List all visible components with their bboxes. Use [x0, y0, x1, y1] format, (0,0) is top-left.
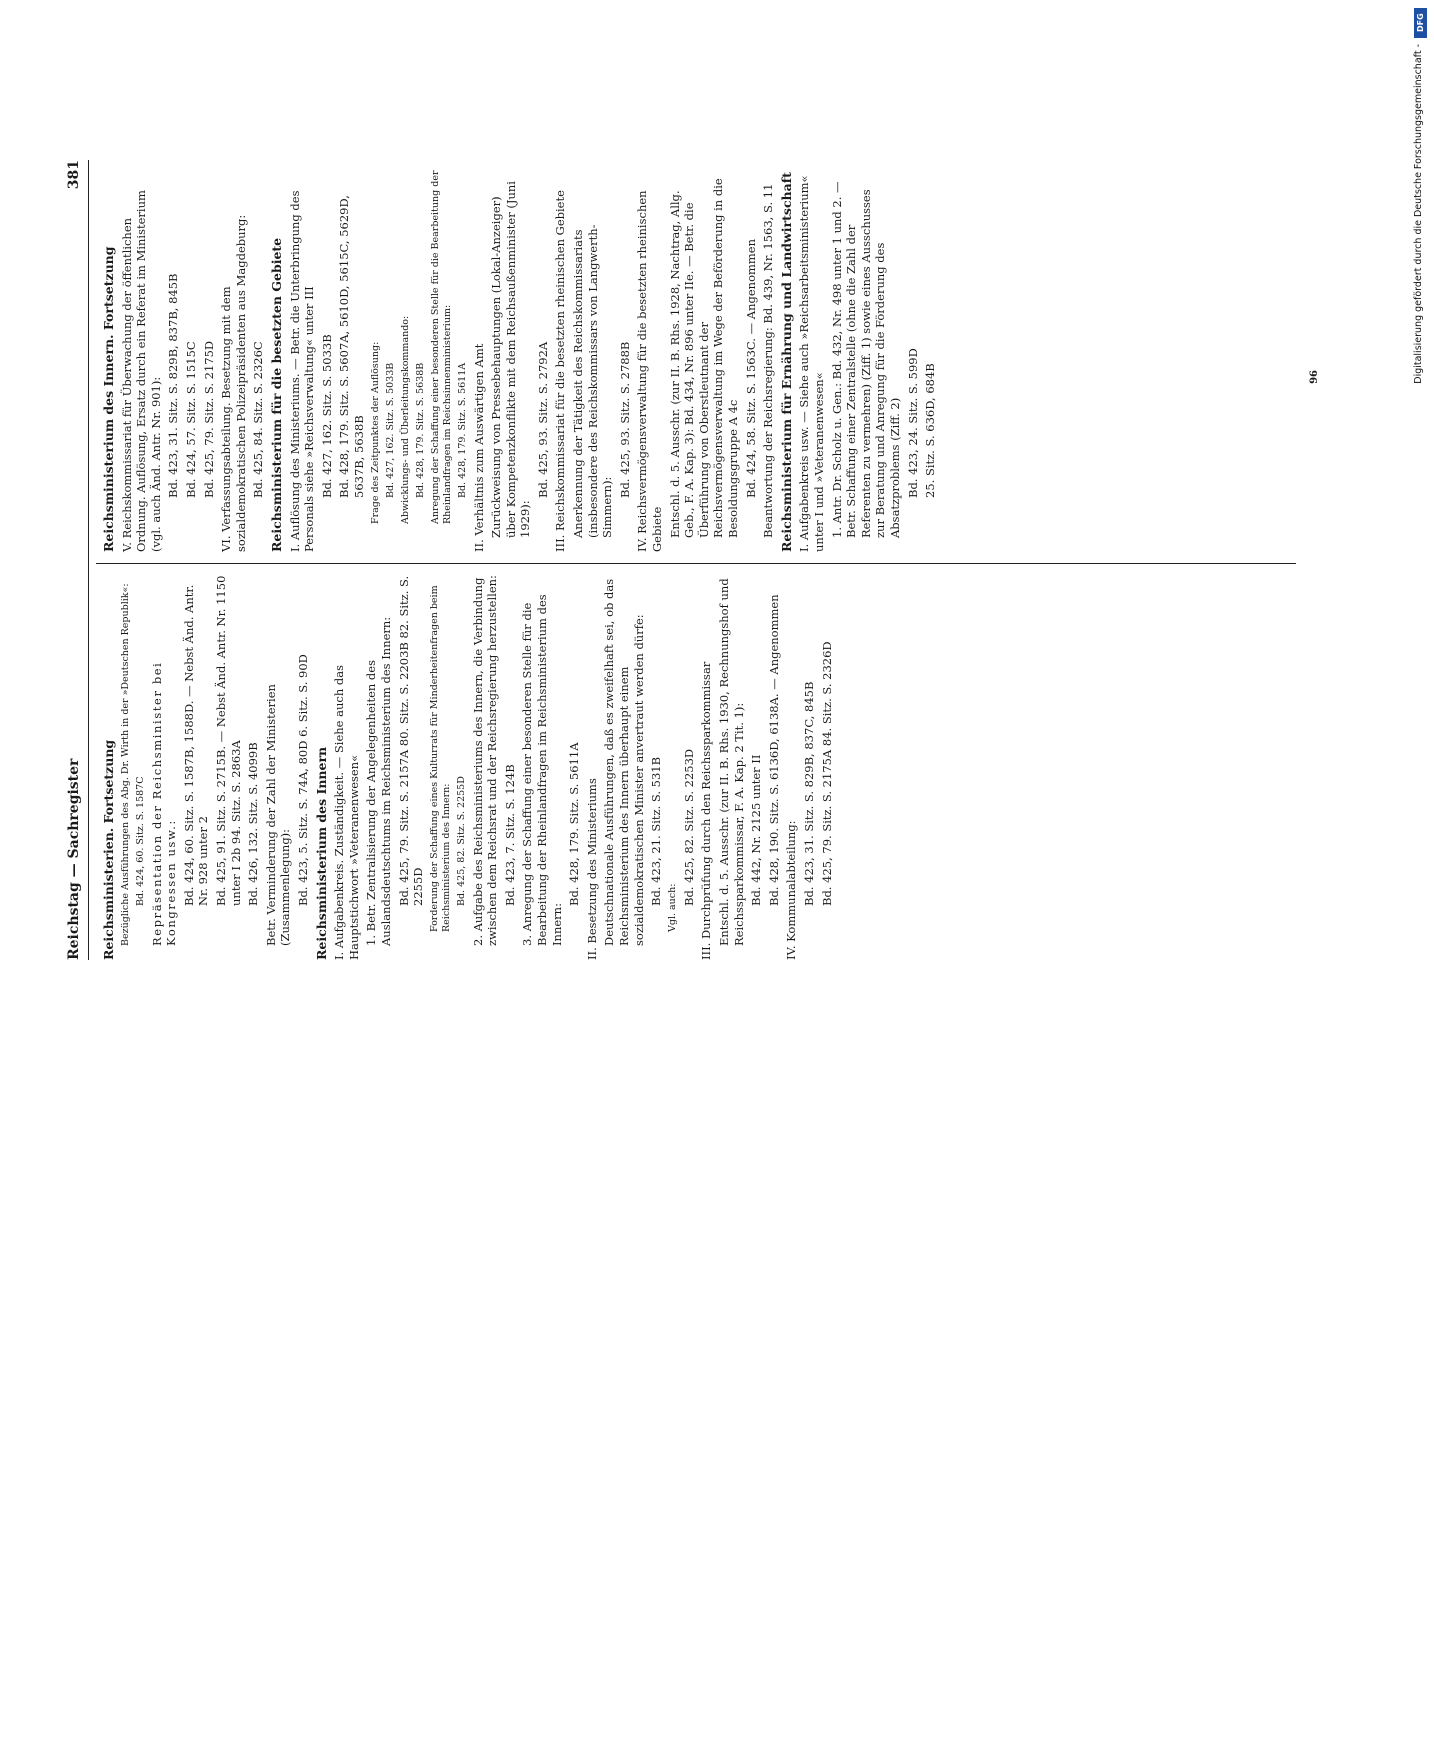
index-entry: 3. Anregung der Schaffung einer besonderen Stelle für die Bearbeitung der Rheinlandfragen im Reichsministerium des Innern: — [520, 594, 564, 946]
sheet-number: 96 — [1309, 370, 1320, 384]
index-entry: Bd. 423, 31. Sitz. S. 829B, 837B, 845B — [166, 273, 181, 498]
index-entry: II. Besetzung des Ministeriums — [584, 778, 599, 960]
index-entry: Bd. 425, 79. Sitz. S. 2175D — [201, 340, 216, 498]
index-entry: II. Verhältnis zum Auswärtigen Amt — [471, 343, 486, 552]
index-entry: V. Reichskommissariat für Überwachung der öffentlichen Ordnung. Auflösung, Ersatz durch ein Referat im Ministerium (vgl. auch Änd. Antr. Nr. 901): — [119, 190, 163, 552]
scanned-page — [60, 160, 1320, 1760]
index-entry: Forderung der Schaffung eines Kulturrats für Minderheitenfragen beim Reichsministerium des Innern: — [428, 585, 452, 932]
index-entry: Bd. 425, 93. Sitz. S. 2792A — [535, 341, 550, 498]
index-entry: III. Durchprüfung durch den Reichssparkommissar — [699, 661, 714, 960]
index-entry: Bd. 428, 179. Sitz. S. 5638B — [414, 362, 426, 498]
index-entry: Anregung der Schaffung einer besonderen Stelle für die Bearbeitung der Rheinlandfragen im Reichsinnenministerium: — [429, 170, 453, 524]
index-entry: Bd. 423, 24. Sitz. S. 599D — [905, 348, 920, 498]
right-column — [98, 167, 941, 552]
index-entry: III. Reichskommissariat für die besetzten rheinischen Gebiete — [553, 190, 568, 552]
index-entry: Anerkennung der Tätigkeit des Reichskommissariats (insbesondere des Reichskommissars von Langwerth-Simmern): — [571, 224, 615, 538]
index-entry: Bd. 425, 91. Sitz. S. 2715B. — Nebst Änd. Antr. Nr. 1150 unter I 2b 94. Sitz. S. 2863A — [213, 575, 243, 906]
index-entry: Bd. 425, 82. Sitz. S. 2255D — [455, 776, 467, 906]
running-head-title: Reichstag — Sachregister — [66, 758, 82, 960]
index-entry: 2. Aufgabe des Reichsministeriums des Innern, die Verbindung zwischen dem Reichsrat und der Reichsregierung herzustellen: — [470, 575, 500, 946]
index-entry: 1. Betr. Zentralisierung der Angelegenheiten des Auslandsdeutschtums im Reichsministerium des Innern: — [364, 616, 393, 946]
digitization-credit — [1410, 8, 1432, 988]
dfg-logo: DFG — [1414, 8, 1427, 38]
index-entry: 25. Sitz. S. 636D, 684B — [923, 363, 938, 498]
index-entry: IV. Reichsvermögensverwaltung für die besetzten rheinischen Gebiete — [635, 190, 665, 552]
running-header — [60, 160, 88, 960]
index-entry: Bd. 424, 60. Sitz. S. 1587B, 1588D. — Nebst Änd. Antr. Nr. 928 unter 2 — [181, 584, 211, 906]
index-entry: I. Aufgabenkreis usw. — Siehe auch »Reichsarbeitsministerium« unter I und »Veteranenwesen« — [797, 175, 826, 552]
section-heading: Reichsministerium für die besetzten Gebiete — [268, 237, 284, 552]
index-entry: Bd. 423, 21. Sitz. S. 531B — [649, 756, 664, 906]
rotated-page — [60, 160, 1320, 960]
index-entry: Entschl. d. 5. Ausschr. (zur II. B. Rhs. 1928, Nachtrag, Allg. Geb., F. A. Kap. 3): Bd. 434, Nr. 896 unter IIe. — Betr. die Überführung von Oberstleutnant der Reichsvermögensverwaltung im Wege der Beförderung in die Besoldungsgruppe A 4c — [667, 178, 740, 538]
index-entry: Bd. 427, 162. Sitz. S. 5033B — [319, 334, 334, 498]
column-divider — [96, 563, 1296, 564]
index-entry: Deutschnationale Ausführungen, daß es zweifelhaft sei, ob das Reichsministerium des Innern überhaupt einem sozialdemokratischen Minister anvertraut werden dürfe: — [602, 578, 646, 946]
index-entry: Bd. 428, 179. Sitz. S. 5611A — [567, 742, 582, 906]
index-entry: Bd. 427, 162. Sitz. S. 5033B — [384, 362, 396, 498]
index-entry: VI. Verfassungsabteilung. Besetzung mit dem sozialdemokratischen Polizeipräsidenten aus Magdeburg: — [219, 214, 248, 552]
index-entry: Bd. 425, 79. Sitz. S. 2157A 80. Sitz. S. 2203B 82. Sitz. S. 2255D — [396, 575, 426, 906]
index-entry: Bd. 428, 179. Sitz. S. 5607A, 5610D, 5615C, 5629D, 5637B, 5638B — [337, 195, 366, 498]
index-entry: Bd. 426, 132. Sitz. S. 4099B — [246, 742, 261, 906]
index-entry: Bd. 423, 5. Sitz. S. 74A, 80D 6. Sitz. S. 90D — [295, 654, 310, 906]
index-entry: Bd. 428, 190. Sitz. S. 6136D, 6138A. — Angenommen — [766, 594, 781, 906]
index-entry: Bd. 423, 31. Sitz. S. 829B, 837C, 845B — [801, 681, 816, 906]
index-entry: 1. Antr. Dr. Scholz u. Gen.: Bd. 432, Nr. 498 unter 1 und 2. — Betr. Schaffung einer Zentralstelle (ohne die Zahl der Referenten zu vermehren) (Ziff. 1) sowie eines Ausschusses zur Beratung und Anregung für die Förderung des Absatzproblems (Ziff. 2) — [829, 181, 902, 538]
index-entry: Bd. 423, 7. Sitz. S. 124B — [502, 764, 517, 906]
index-entry: Frage des Zeitpunktes der Auflösung: — [369, 341, 381, 524]
left-column — [98, 575, 837, 960]
index-entry: Bd. 425, 82. Sitz. S. 2253D — [681, 748, 696, 906]
index-entry: Abwicklungs- und Überleitungskommando: — [399, 315, 411, 524]
index-entry: Bd. 442, Nr. 2125 unter II — [749, 754, 764, 906]
index-entry: Entschl. d. 5. Ausschr. (zur II. B. Rhs. 1930, Rechnungshof und Reichssparkommissar, F. A. Kap. 2 Tit. 1): — [717, 578, 746, 946]
index-entry: I. Aufgabenkreis. Zuständigkeit. — Siehe auch das Hauptstichwort »Veteranenwesen« — [332, 664, 361, 960]
index-entry: Bd. 424, 57. Sitz. S. 1515C — [183, 341, 198, 498]
index-entry: Bd. 425, 93. Sitz. S. 2788B — [617, 341, 632, 498]
index-entry: IV. Kommunalabteilung: — [784, 820, 799, 960]
section-heading: Reichsministerium des Innern — [313, 746, 329, 960]
index-entry: Bd. 428, 179. Sitz. S. 5611A — [456, 362, 468, 498]
index-entry: I. Auflösung des Ministeriums. — Betr. die Unterbringung des Personals siehe »Reichsverwaltung« unter III — [287, 190, 317, 552]
section-heading: Reichsministerien. Fortsetzung — [101, 739, 116, 960]
index-entry: Bd. 425, 79. Sitz. S. 2175A 84. Sitz. S. 2326D — [819, 641, 834, 906]
index-entry: Betr. Verminderung der Zahl der Ministerien (Zusammenlegung): — [263, 684, 293, 946]
credit-text: Digitalisierung gefördert durch die Deutsche Forschungsgemeinschaft - — [1413, 44, 1424, 384]
page-number: 381 — [66, 160, 82, 190]
header-rule — [88, 160, 89, 960]
index-entry: Bd. 424, 60. Sitz. S. 1587C — [134, 776, 146, 906]
index-entry: Vgl. auch: — [666, 883, 678, 932]
index-entry: Beantwortung der Reichsregierung: Bd. 439, Nr. 1563, S. 11 — [761, 183, 776, 538]
index-entry: Bezügliche Ausführungen des Abg. Dr. Wirth in der »Deutschen Republik«: — [119, 583, 131, 946]
index-entry: Bd. 425, 84. Sitz. S. 2326C — [251, 341, 266, 498]
index-entry: Repräsentation der Reichsminister bei Kongressen usw.: — [149, 661, 179, 946]
section-heading: Reichsministerium des Innern. Fortsetzung — [101, 246, 116, 552]
index-entry: Zurückweisung von Pressebehauptungen (Lokal-Anzeiger) über Kompetenzkonflikte mit dem Reichsaußenminister (Juni 1929): — [489, 181, 533, 538]
index-entry: Bd. 424, 58. Sitz. S. 1563C. — Angenommen — [743, 238, 758, 498]
section-heading: Reichsministerium für Ernährung und Landwirtschaft — [778, 172, 794, 552]
